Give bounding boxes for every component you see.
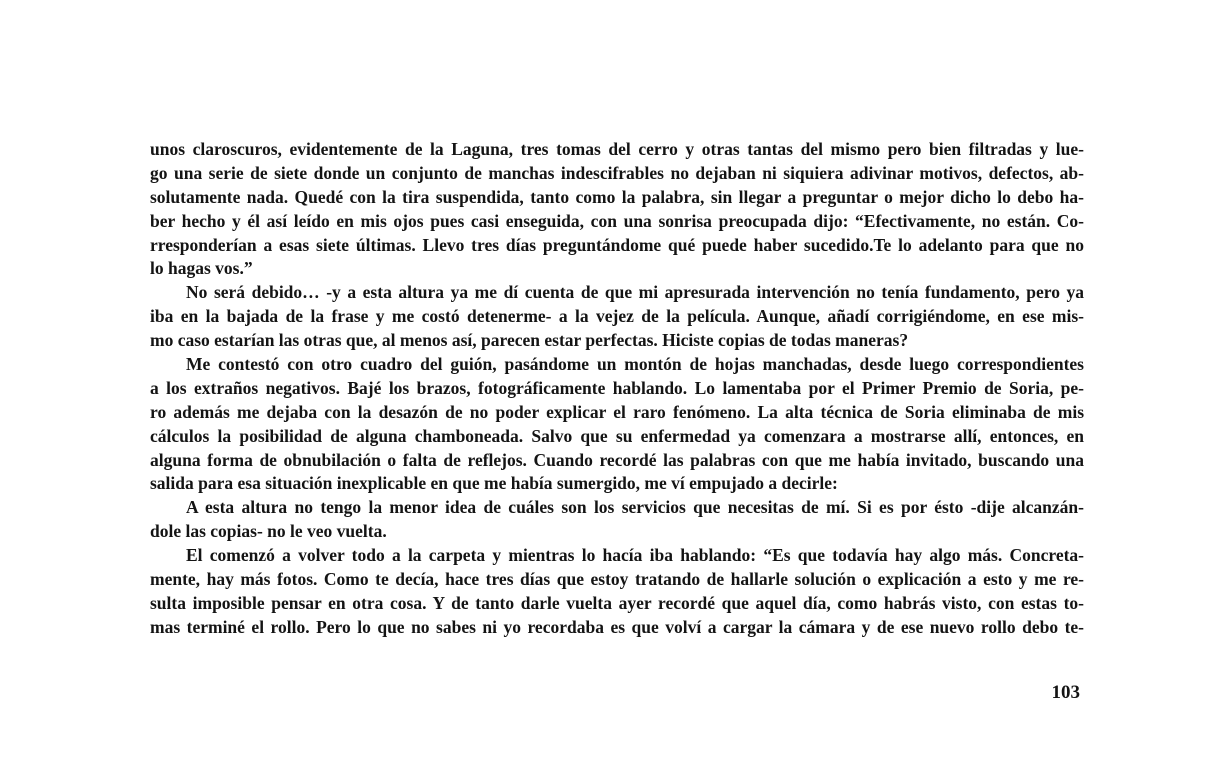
paragraph-start-line: A esta altura no tengo la menor idea de cuáles son los servicios que necesitas de mí. Si es por ésto -dije alcanzán-	[186, 497, 1084, 518]
text-line: alguna forma de obnubilación o falta de reflejos. Cuando recordé las palabras con que me había invitado, buscando una	[150, 449, 1084, 470]
text-line: solutamente nada. Quedé con la tira suspendida, tanto como la palabra, sin llegar a preguntar o mejor dicho lo debo ha-	[150, 186, 1084, 207]
text-line: go una serie de siete donde un conjunto de manchas indescifrables no dejaban ni siquiera adivinar motivos, defectos, ab-	[150, 162, 1084, 183]
text-line: rresponderían a esas siete últimas. Llevo tres días preguntándome qué puede haber sucedido.Te lo adelanto para que no	[150, 234, 1084, 255]
page-number: 103	[1051, 682, 1080, 703]
text-line: lo hagas vos.”	[150, 258, 253, 279]
text-line: ro además me dejaba con la desazón de no poder explicar el raro fenómeno. La alta técnica de Soria eliminaba de mis	[150, 401, 1084, 422]
text-line: a los extraños negativos. Bajé los brazos, fotográficamente hablando. Lo lamentaba por el Primer Premio de Soria, pe-	[150, 377, 1084, 398]
text-line: iba en la bajada de la frase y me costó detenerme- a la vejez de la película. Aunque, añadí corrigiéndome, en ese mis-	[150, 306, 1084, 327]
text-line: unos claroscuros, evidentemente de la Laguna, tres tomas del cerro y otras tantas del mismo pero bien filtradas y lue-	[150, 139, 1084, 159]
paragraph-start-line: El comenzó a volver todo a la carpeta y mientras lo hacía iba hablando: “Es que todavía hay algo más. Concreta-	[186, 545, 1084, 566]
text-line: mente, hay más fotos. Como te decía, hace tres días que estoy tratando de hallarle solución o explicación a esto y me re-	[150, 569, 1084, 590]
text-line: mo caso estarían las otras que, al menos así, parecen estar perfectas. Hiciste copias de todas maneras?	[150, 330, 909, 351]
text-line: salida para esa situación inexplicable en que me había sumergido, me ví empujado a decirle:	[150, 473, 838, 494]
text-line: sulta imposible pensar en otra cosa. Y de tanto darle vuelta ayer recordé que aquel día, como habrás visto, con estas to-	[150, 592, 1084, 613]
text-line: mas terminé el rollo. Pero lo que no sabes ni yo recordaba es que volví a cargar la cámara y de ese nuevo rollo debo te-	[150, 616, 1084, 637]
text-line: cálculos la posibilidad de alguna chamboneada. Salvo que su enfermedad ya comenzara a mostrarse allí, entonces, en	[150, 425, 1084, 446]
text-line: ber hecho y él así leído en mis ojos pues casi enseguida, con una sonrisa preocupada dijo: “Efectivamente, no están. Co-	[150, 210, 1084, 231]
text-line: dole las copias- no le veo vuelta.	[150, 521, 387, 542]
paragraph-start-line: Me contestó con otro cuadro del guión, pasándome un montón de hojas manchadas, desde luego correspondientes	[186, 354, 1084, 375]
paragraph-start-line: No será debido… -y a esta altura ya me dí cuenta de que mi apresurada intervención no tenía fundamento, pero ya	[186, 282, 1084, 303]
body-text	[150, 138, 1084, 640]
